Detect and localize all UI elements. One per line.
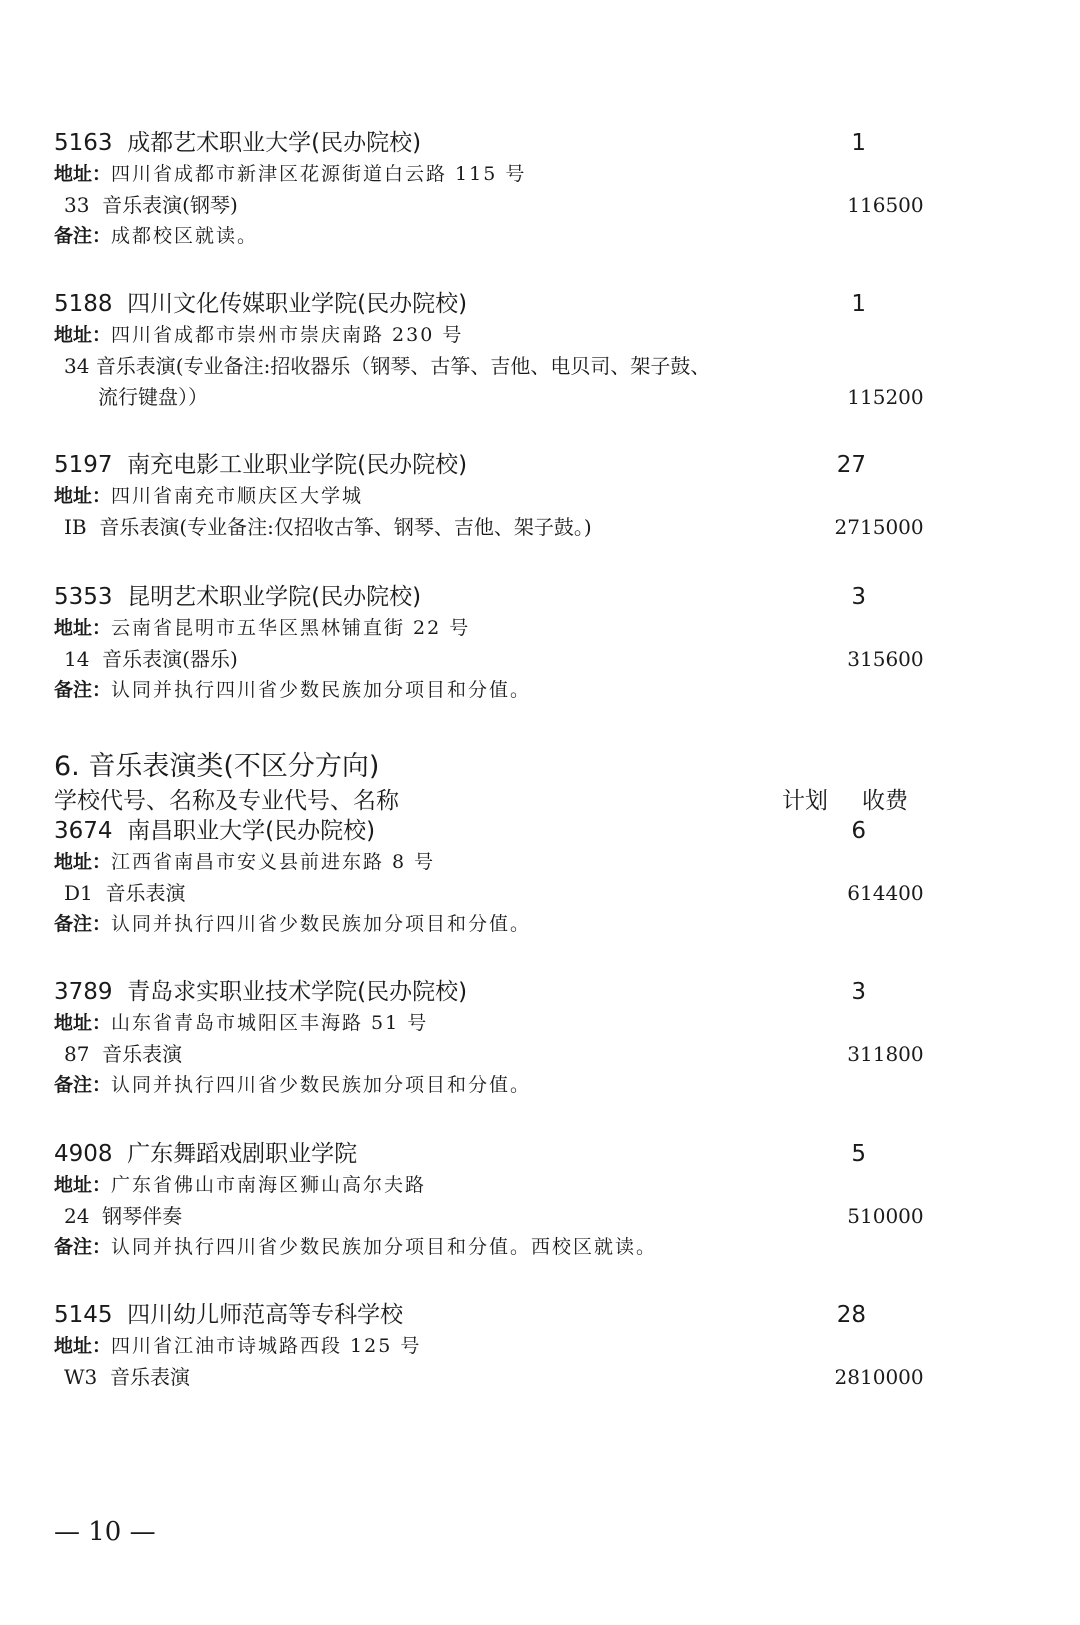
major-name: 音乐表演(器乐) [102,647,238,671]
major-plan: 6 [847,881,860,905]
major-code: IB [64,515,87,539]
school-plan: 6 [851,818,866,844]
school-entry [54,977,954,1101]
school-entry [54,816,954,940]
remark-label: 备注： [54,225,112,247]
major-code: D1 [64,881,93,905]
address-label: 地址： [54,1012,112,1034]
major-row [54,190,954,221]
school-remark [54,909,954,940]
school-header [54,450,954,481]
address-text: 四川省成都市新津区花源街道白云路 115 号 [111,163,527,185]
school-code: 5145 [54,1302,113,1328]
section-title: 6. 音乐表演类(不区分方向) [54,751,380,782]
major-row [54,1039,954,1070]
school-code: 5353 [54,584,113,610]
school-name: 四川幼儿师范高等专科学校 [127,1302,404,1328]
address-label: 地址： [54,485,112,507]
school-address [54,613,954,644]
school-name: 南充电影工业职业学院(民办院校) [127,452,468,478]
school-name: 广东舞蹈戏剧职业学院 [127,1141,358,1167]
remark-text: 认同并执行四川省少数民族加分项目和分值。西校区就读。 [111,1236,658,1258]
remark-label: 备注： [54,913,112,935]
major-fee: 15000 [860,515,924,539]
major-plan: 3 [847,1042,860,1066]
address-text: 四川省成都市崇州市崇庆南路 230 号 [111,324,464,346]
major-plan: 3 [847,647,860,671]
school-address [54,1331,954,1362]
school-remark [54,675,954,706]
school-address [54,847,954,878]
major-code: 24 [64,1204,90,1228]
address-text: 江西省南昌市安义县前进东路 8 号 [111,851,436,873]
school-code: 5163 [54,130,113,156]
major-plan: 1 [847,385,860,409]
school-plan: 27 [836,452,866,478]
major-plan: 5 [847,1204,860,1228]
address-text: 广东省佛山市南海区狮山高尔夫路 [111,1174,427,1196]
address-text: 四川省江油市诗城路西段 125 号 [111,1335,422,1357]
school-name: 成都艺术职业大学(民办院校) [127,130,422,156]
school-address [54,481,954,512]
school-header [54,816,954,847]
major-row [54,1362,954,1393]
school-name: 青岛求实职业技术学院(民办院校) [127,979,468,1005]
column-name-header: 学校代号、名称及专业代号、名称 [54,788,399,814]
school-plan: 3 [851,584,866,610]
major-fee: 14400 [860,881,924,905]
school-code: 3674 [54,818,113,844]
major-fee: 15600 [860,647,924,671]
school-header [54,977,954,1008]
school-name: 昆明艺术职业学院(民办院校) [127,584,422,610]
school-remark [54,1070,954,1101]
remark-label: 备注： [54,1074,112,1096]
major-name: 音乐表演(专业备注:仅招收古筝、钢琴、吉他、架子鼓。) [99,515,592,539]
school-plan: 1 [851,130,866,156]
column-fee-header: 收费 [862,788,908,814]
school-header [54,289,954,320]
address-text: 云南省昆明市五华区黑林铺直街 22 号 [111,617,471,639]
major-code: 87 [64,1042,90,1066]
school-header [54,582,954,613]
school-code: 4908 [54,1141,113,1167]
major-fee: 15200 [860,385,924,409]
school-entry [54,128,954,252]
major-plan: 1 [847,193,860,217]
school-code: 3789 [54,979,113,1005]
major-row [54,644,954,675]
school-plan: 5 [851,1141,866,1167]
school-header [54,128,954,159]
school-code: 5188 [54,291,113,317]
school-entry [54,450,954,543]
school-header [54,1139,954,1170]
school-remark [54,1232,954,1263]
major-code: W3 [64,1365,98,1389]
school-plan: 28 [836,1302,866,1328]
major-code: 14 [64,647,90,671]
school-code: 5197 [54,452,113,478]
address-label: 地址： [54,617,112,639]
school-header [54,1300,954,1331]
address-text: 四川省南充市顺庆区大学城 [111,485,364,507]
address-label: 地址： [54,851,112,873]
major-name: 音乐表演 [110,1365,190,1389]
school-address [54,320,954,351]
major-row [54,351,954,413]
major-code: 34 [64,354,90,378]
page-number: — 10 — [54,1517,156,1547]
school-entry [54,1139,954,1263]
column-headers [54,782,954,814]
major-code: 33 [64,193,90,217]
school-address [54,1008,954,1039]
major-row [54,512,954,543]
remark-text: 成都校区就读。 [111,225,259,247]
major-fee: 16500 [860,193,924,217]
major-name: 音乐表演(钢琴) [102,193,238,217]
remark-text: 认同并执行四川省少数民族加分项目和分值。 [111,1074,532,1096]
major-row [54,1201,954,1232]
major-name: 音乐表演 [105,881,186,905]
major-name: 钢琴伴奏 [102,1204,183,1228]
remark-label: 备注： [54,679,112,701]
major-plan: 28 [834,1365,860,1389]
address-label: 地址： [54,163,112,185]
school-entry [54,289,954,413]
major-fee: 10000 [860,1365,924,1389]
major-fee: 10000 [860,1204,924,1228]
major-fee: 11800 [860,1042,924,1066]
address-label: 地址： [54,1174,112,1196]
major-name-line1: 音乐表演(专业备注:招收器乐（钢琴、古筝、吉他、电贝司、架子鼓、 [95,354,711,378]
major-plan: 27 [834,515,860,539]
address-text: 山东省青岛市城阳区丰海路 51 号 [111,1012,429,1034]
school-entry [54,1300,954,1393]
school-name: 四川文化传媒职业学院(民办院校) [127,291,468,317]
remark-text: 认同并执行四川省少数民族加分项目和分值。 [111,913,532,935]
school-name: 南昌职业大学(民办院校) [127,818,376,844]
school-remark [54,221,954,252]
address-label: 地址： [54,324,112,346]
major-row [54,878,954,909]
major-name-line2: 流行键盘）） [98,385,208,409]
major-name: 音乐表演 [102,1042,183,1066]
column-plan-header: 计划 [782,788,828,814]
address-label: 地址： [54,1335,112,1357]
school-address [54,159,954,190]
school-address [54,1170,954,1201]
remark-label: 备注： [54,1236,112,1258]
school-entry [54,582,954,706]
school-plan: 1 [851,291,866,317]
school-plan: 3 [851,979,866,1005]
remark-text: 认同并执行四川省少数民族加分项目和分值。 [111,679,532,701]
